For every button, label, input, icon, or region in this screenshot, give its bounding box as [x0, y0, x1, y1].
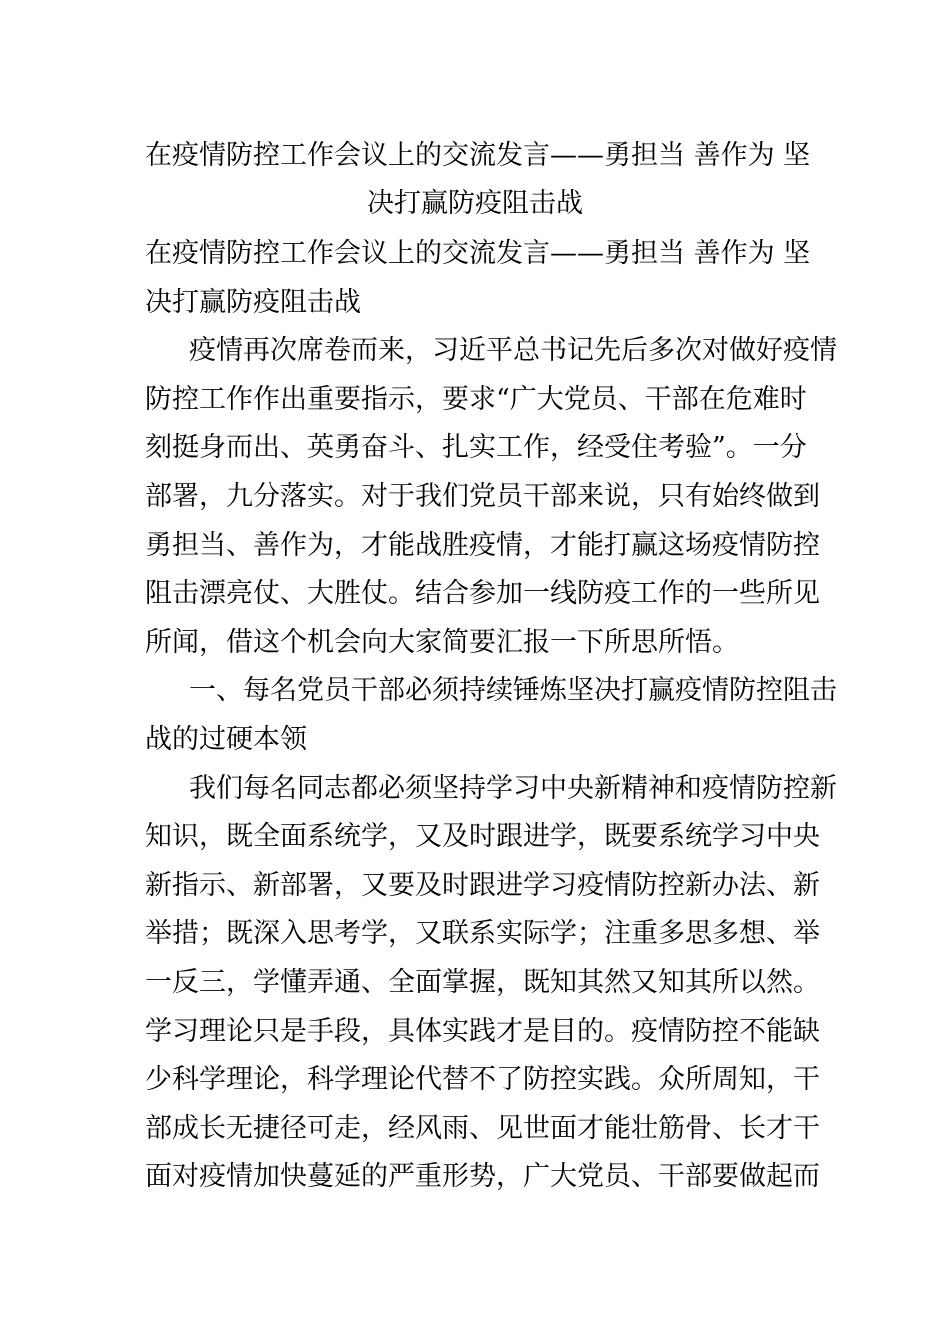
- paragraph-line: 我们每名同志都必须坚持学习中央新精神和疫情防控新: [189, 772, 837, 804]
- paragraph-line: 刻挺身而出、英勇奋斗、扎实工作，经受住考验”。一分: [145, 432, 807, 464]
- paragraph-line: 部成长无捷径可走，经风雨、见世面才能壮筋骨、长才干: [145, 1112, 820, 1144]
- paragraph-line: 阻击漂亮仗、大胜仗。结合参加一线防疫工作的一些所见: [145, 578, 820, 610]
- document-title: [145, 132, 811, 228]
- paragraph-line: 新指示、新部署，又要及时跟进学习疫情防控新办法、新: [145, 869, 820, 901]
- paragraph-line: 所闻，借这个机会向大家简要汇报一下所思所悟。: [145, 626, 739, 658]
- section-heading-line: 一、每名党员干部必须持续锤炼坚决打赢疫情防控阻击: [189, 675, 837, 707]
- repeated-title-line-1: 在疫情防控工作会议上的交流发言——勇担当 善作为 坚: [145, 238, 811, 269]
- document-body: [145, 230, 837, 1202]
- paragraph-line: 举措；既深入思考学，又联系实际学；注重多思多想、举: [145, 918, 820, 950]
- paragraph-line: 部署，九分落实。对于我们党员干部来说，只有始终做到: [145, 480, 820, 512]
- title-line-2: 决打赢防疫阻击战: [367, 188, 583, 219]
- title-line-1: 在疫情防控工作会议上的交流发言——勇担当 善作为 坚: [145, 140, 811, 171]
- paragraph-line: 防控工作作出重要指示，要求“广大党员、干部在危难时: [145, 383, 807, 415]
- section-heading-line: 战的过硬本领: [145, 723, 307, 755]
- paragraph-line: 学习理论只是手段，具体实践才是目的。疫情防控不能缺: [145, 1015, 820, 1047]
- paragraph-line: 勇担当、善作为，才能战胜疫情，才能打赢这场疫情防控: [145, 529, 820, 561]
- paragraph-line: 一反三，学懂弄通、全面掌握，既知其然又知其所以然。: [145, 966, 820, 998]
- paragraph-line: 面对疫情加快蔓延的严重形势，广大党员、干部要做起而: [145, 1161, 820, 1193]
- paragraph-line: 疫情再次席卷而来，习近平总书记先后多次对做好疫情: [189, 335, 837, 367]
- paragraph-line: 少科学理论，科学理论代替不了防控实践。众所周知，干: [145, 1064, 820, 1096]
- paragraph-line: 知识，既全面系统学，又及时跟进学，既要系统学习中央: [145, 821, 820, 853]
- repeated-title-line-2: 决打赢防疫阻击战: [145, 286, 361, 318]
